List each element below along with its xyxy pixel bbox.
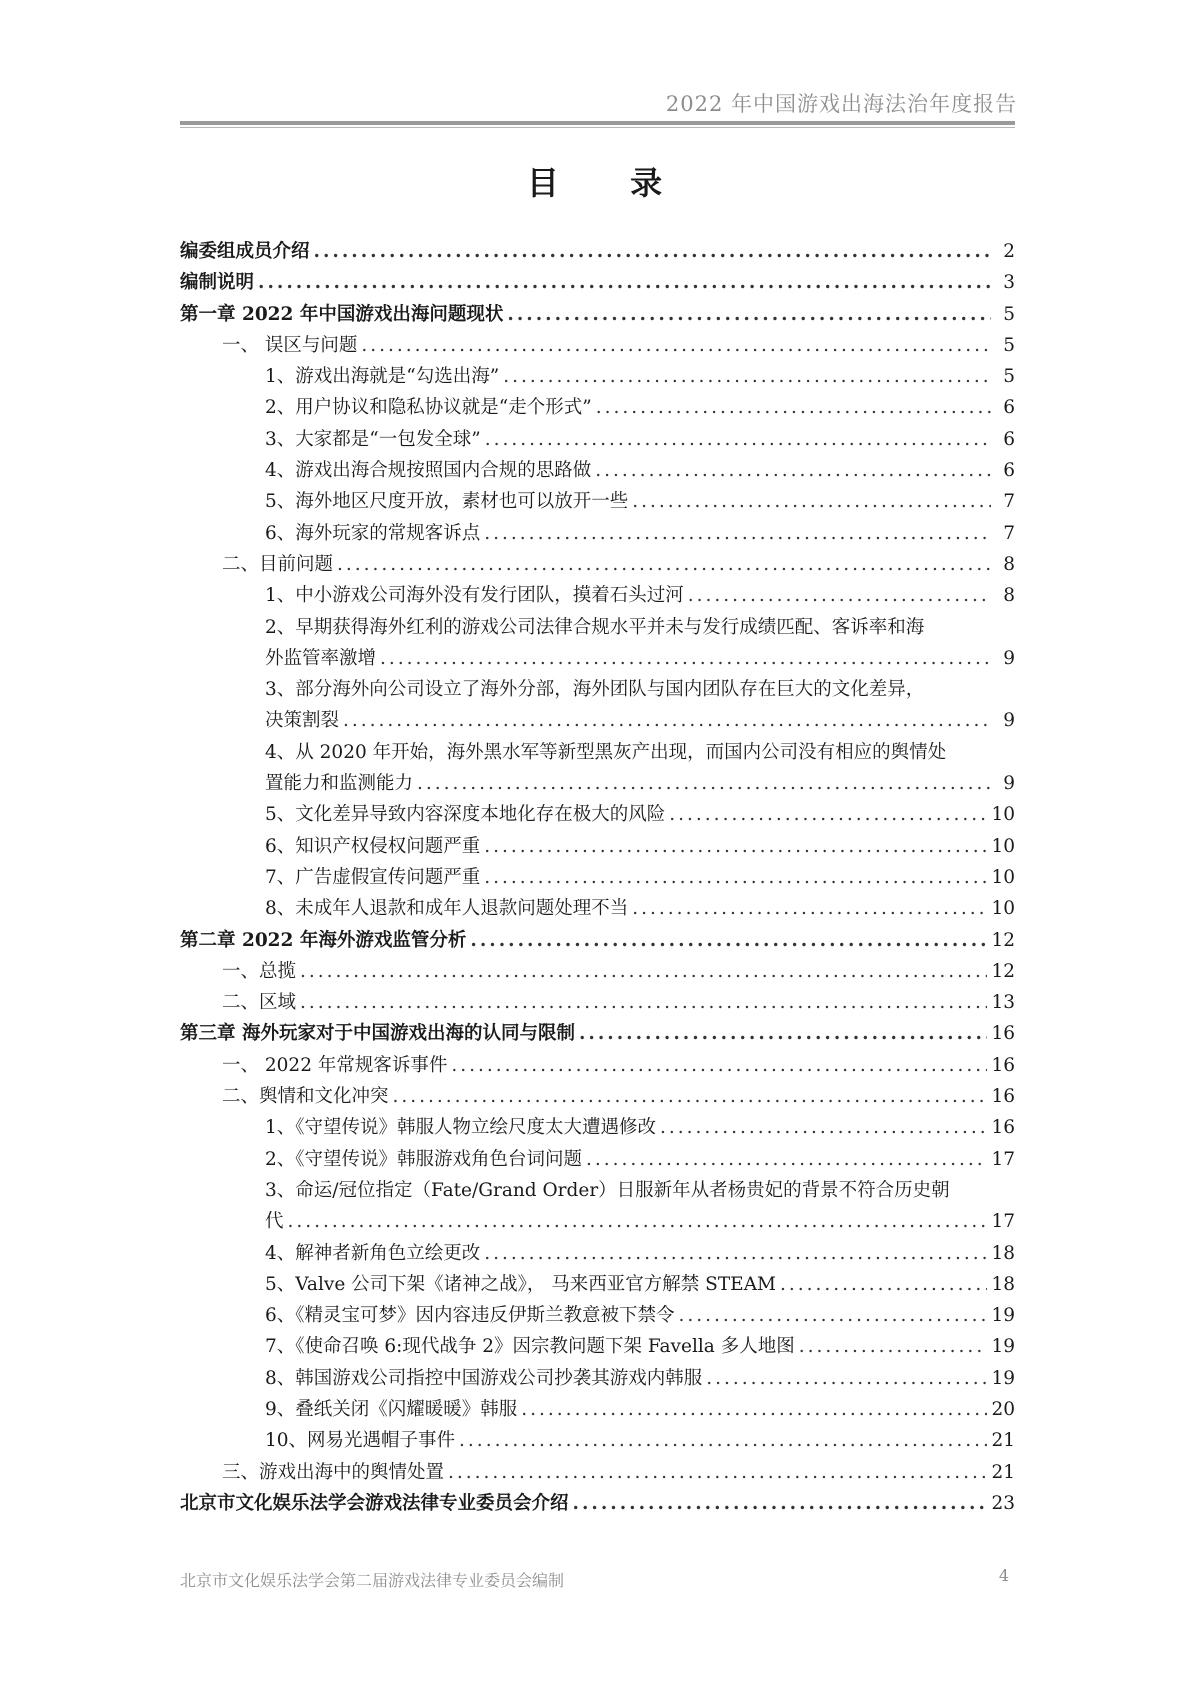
toc-entry-committee-intro[interactable] <box>180 1488 1015 1519</box>
dot-leader <box>484 518 991 549</box>
toc-entry-label: 5、文化差异导致内容深度本地化存在极大的风险 <box>265 804 666 826</box>
toc-entry-label: 5、海外地区尺度开放，素材也可以放开一些 <box>265 491 629 513</box>
dot-leader <box>595 455 991 486</box>
toc-entry-section[interactable] <box>180 1081 1015 1112</box>
dot-leader <box>337 549 991 580</box>
toc-entry-item[interactable] <box>180 455 1015 486</box>
toc-entry-label: 二、舆情和文化冲突 <box>222 1086 389 1108</box>
dot-leader <box>300 956 987 987</box>
dot-leader <box>780 1269 987 1300</box>
dot-leader <box>579 1018 988 1049</box>
toc-entry-label: 一、 误区与问题 <box>222 334 358 356</box>
toc-entry-page: 6 <box>1003 428 1015 450</box>
toc-entry-item[interactable] <box>180 1300 1015 1331</box>
toc-entry-label: 三、游戏出海中的舆情处置 <box>222 1461 445 1483</box>
toc-entry-item[interactable] <box>180 361 1015 392</box>
toc-entry-label: 编制说明 <box>180 272 255 294</box>
toc-entry-label: 第一章 2022 年中国游戏出海问题现状 <box>180 303 504 325</box>
dot-leader <box>314 236 991 267</box>
toc-entry-item-wrapped[interactable] <box>180 612 1015 675</box>
toc-entry-label-line2: 外监管率激增 <box>265 647 377 669</box>
toc-entry-page: 16 <box>991 1117 1015 1139</box>
toc-entry-label: 一、总揽 <box>222 960 297 982</box>
toc-entry-page: 9 <box>1003 710 1015 732</box>
dot-leader <box>485 424 991 455</box>
dot-leader <box>300 987 987 1018</box>
toc-entry-page: 16 <box>991 1023 1015 1045</box>
toc-entry-label: 3、大家都是“一包发全球” <box>265 428 481 450</box>
dot-leader <box>448 1457 987 1488</box>
dot-leader <box>503 361 991 392</box>
toc-entry-label: 1、《守望传说》韩服人物立绘尺度太大遭遇修改 <box>265 1117 657 1139</box>
dot-leader <box>573 1488 988 1519</box>
toc-entry-item[interactable] <box>180 486 1015 517</box>
toc-title: 目 录 <box>526 164 693 202</box>
toc-entry-item[interactable] <box>180 580 1015 611</box>
toc-entry-label: 4、游戏出海合规按照国内合规的思路做 <box>265 460 592 482</box>
toc-entry-page: 9 <box>1003 647 1015 669</box>
toc-entry-item-wrapped[interactable] <box>180 1175 1015 1238</box>
dot-leader <box>632 486 991 517</box>
toc-entry-label-line1: 3、部分海外向公司设立了海外分部，海外团队与国内团队存在巨大的文化差异， <box>265 679 925 701</box>
toc-entry-page: 10 <box>991 835 1015 857</box>
toc-entry-item[interactable] <box>180 893 1015 924</box>
toc-entry-label: 6、知识产权侵权问题严重 <box>265 835 481 857</box>
toc-entry-item[interactable] <box>180 424 1015 455</box>
toc-entry-label: 9、叠纸关闭《闪耀暖暖》韩服 <box>265 1398 518 1420</box>
toc-entry-label: 10、网易光遇帽子事件 <box>265 1430 456 1452</box>
toc-entry-label: 北京市文化娱乐法学会游戏法律专业委员会介绍 <box>180 1492 569 1514</box>
toc-entry-compilation-notes[interactable] <box>180 267 1015 298</box>
toc-entry-label: 4、解神者新角色立绘更改 <box>265 1242 481 1264</box>
toc-entry-section[interactable] <box>180 330 1015 361</box>
toc-entry-item[interactable] <box>180 1238 1015 1269</box>
toc-entry-page: 3 <box>1003 272 1015 294</box>
toc-entry-chapter-1[interactable] <box>180 299 1015 330</box>
toc-entry-item[interactable] <box>180 1363 1015 1394</box>
toc-entry-label-line1: 4、从 2020 年开始，海外黑水军等新型黑灰产出现，而国内公司没有相应的舆情处 <box>265 741 947 763</box>
toc-entry-item[interactable] <box>180 392 1015 423</box>
toc-entry-section[interactable] <box>180 987 1015 1018</box>
toc-entry-item[interactable] <box>180 799 1015 830</box>
toc-entry-page: 19 <box>991 1367 1015 1389</box>
toc-entry-page: 2 <box>1003 241 1015 262</box>
toc-entry-label: 7、《使命召唤 6:现代战争 2》因宗教问题下架 Favella 多人地图 <box>265 1336 795 1358</box>
toc-entry-page: 23 <box>991 1492 1015 1514</box>
toc-entry-page: 12 <box>991 929 1015 951</box>
toc-entry-page: 5 <box>1003 366 1015 388</box>
toc-entry-section[interactable] <box>180 956 1015 987</box>
toc-entry-page: 8 <box>1003 553 1015 575</box>
toc-entry-page: 21 <box>991 1430 1015 1452</box>
toc-entry-item[interactable] <box>180 518 1015 549</box>
toc-entry-page: 9 <box>1003 773 1015 795</box>
toc-entry-item[interactable] <box>180 1269 1015 1300</box>
toc-entry-page: 5 <box>1003 334 1015 356</box>
toc-entry-item[interactable] <box>180 1112 1015 1143</box>
toc-entry-editorial-board[interactable] <box>180 236 1015 267</box>
dot-leader <box>688 580 991 611</box>
dot-leader <box>669 799 987 830</box>
toc-entry-label-line2: 决策割裂 <box>265 710 340 732</box>
toc-entry-page: 12 <box>991 960 1015 982</box>
footer-page-number: 4 <box>998 1566 1009 1585</box>
toc-entry-label: 1、游戏出海就是“勾选出海” <box>265 366 500 388</box>
toc-entry-item-wrapped[interactable] <box>180 674 1015 737</box>
toc-entry-label: 二、目前问题 <box>222 553 334 575</box>
dot-leader <box>586 1144 987 1175</box>
toc-entry-label: 一、 2022 年常规客诉事件 <box>222 1054 448 1076</box>
toc-entry-page: 21 <box>991 1461 1015 1483</box>
toc-entry-item[interactable] <box>180 1144 1015 1175</box>
header-rule <box>180 121 1015 125</box>
dot-leader <box>660 1112 987 1143</box>
dot-leader <box>484 1238 987 1269</box>
toc-entry-page: 6 <box>1003 397 1015 419</box>
toc-entry-item-wrapped[interactable] <box>180 737 1015 800</box>
toc-entry-item[interactable] <box>180 1425 1015 1456</box>
toc-entry-label: 二、区域 <box>222 992 297 1014</box>
dot-leader <box>470 925 987 956</box>
toc-entry-page: 10 <box>991 866 1015 888</box>
toc-entry-label: 1、中小游戏公司海外没有发行团队，摸着石头过河 <box>265 585 684 607</box>
toc-entry-item[interactable] <box>180 831 1015 862</box>
toc-entry-chapter-2[interactable] <box>180 925 1015 956</box>
toc-entry-page: 18 <box>991 1273 1015 1295</box>
dot-leader <box>361 330 991 361</box>
toc-entry-item[interactable] <box>180 862 1015 893</box>
toc-entry-page: 10 <box>991 804 1015 826</box>
toc-entry-label: 编委组成员介绍 <box>180 241 310 262</box>
toc-entry-label-line1: 2、早期获得海外红利的游戏公司法律合规水平并未与发行成绩匹配、客诉率和海 <box>265 616 925 638</box>
toc-entry-page: 8 <box>1003 585 1015 607</box>
toc-entry-label: 7、广告虚假宣传问题严重 <box>265 866 481 888</box>
toc-entry-section[interactable] <box>180 1457 1015 1488</box>
header-rule-thin <box>180 127 1015 128</box>
toc-entry-page: 19 <box>991 1336 1015 1358</box>
toc-entry-page: 10 <box>991 898 1015 920</box>
toc-entry-label: 8、韩国游戏公司指控中国游戏公司抄袭其游戏内韩服 <box>265 1367 703 1389</box>
toc-entry-page: 17 <box>991 1211 1015 1233</box>
toc-entry-page: 16 <box>991 1054 1015 1076</box>
toc-entry-item[interactable] <box>180 1331 1015 1362</box>
toc-entry-label: 8、未成年人退款和成年人退款问题处理不当 <box>265 898 629 920</box>
toc-entry-label-line1: 3、命运/冠位指定（Fate/Grand Order）日服新年从者杨贵妃的背景不符合历史朝 <box>265 1179 950 1201</box>
toc-entry-item[interactable] <box>180 1394 1015 1425</box>
toc-entry-chapter-3[interactable] <box>180 1018 1015 1049</box>
toc-entry-page: 7 <box>1003 491 1015 513</box>
footer-org: 北京市文化娱乐法学会第二届游戏法律专业委员会编制 <box>180 1571 565 1590</box>
dot-leader <box>596 392 991 423</box>
toc-entry-label-line2: 置能力和监测能力 <box>265 773 414 795</box>
dot-leader <box>507 299 991 330</box>
toc-entry-label: 6、《精灵宝可梦》因内容违反伊斯兰教意被下禁令 <box>265 1305 675 1327</box>
dot-leader <box>484 831 987 862</box>
toc-entry-page: 20 <box>991 1398 1015 1420</box>
toc-entry-page: 7 <box>1003 522 1015 544</box>
toc-entry-label: 2、用户协议和隐私协议就是“走个形式” <box>265 397 592 419</box>
toc-entry-page: 18 <box>991 1242 1015 1264</box>
toc-entry-section[interactable] <box>180 1050 1015 1081</box>
running-header: 2022 年中国游戏出海法治年度报告 <box>665 92 1017 116</box>
dot-leader <box>484 862 987 893</box>
toc-entry-label: 第二章 2022 年海外游戏监管分析 <box>180 929 467 951</box>
table-of-contents <box>180 236 1015 1519</box>
toc-entry-label: 第三章 海外玩家对于中国游戏出海的认同与限制 <box>180 1023 575 1045</box>
toc-entry-label-line2: 代 <box>265 1211 284 1233</box>
toc-entry-label: 5、Valve 公司下架《诸神之战》， 马来西亚官方解禁 STEAM <box>265 1273 776 1295</box>
dot-leader <box>706 1363 987 1394</box>
dot-leader <box>521 1394 987 1425</box>
toc-entry-label: 6、海外玩家的常规客诉点 <box>265 522 481 544</box>
toc-entry-page: 5 <box>1003 303 1015 325</box>
toc-entry-page: 17 <box>991 1148 1015 1170</box>
dot-leader <box>380 643 991 674</box>
dot-leader <box>417 768 991 799</box>
toc-entry-page: 19 <box>991 1305 1015 1327</box>
dot-leader <box>459 1425 987 1456</box>
toc-entry-label: 2、《守望传说》韩服游戏角色台词问题 <box>265 1148 583 1170</box>
dot-leader <box>799 1331 988 1362</box>
dot-leader <box>632 893 987 924</box>
dot-leader <box>393 1081 988 1112</box>
toc-entry-section[interactable] <box>180 549 1015 580</box>
dot-leader <box>343 705 991 736</box>
dot-leader <box>288 1206 988 1237</box>
toc-entry-page: 16 <box>991 1086 1015 1108</box>
dot-leader <box>679 1300 988 1331</box>
toc-entry-page: 6 <box>1003 460 1015 482</box>
dot-leader <box>451 1050 987 1081</box>
toc-entry-page: 13 <box>991 992 1015 1014</box>
dot-leader <box>258 267 991 298</box>
